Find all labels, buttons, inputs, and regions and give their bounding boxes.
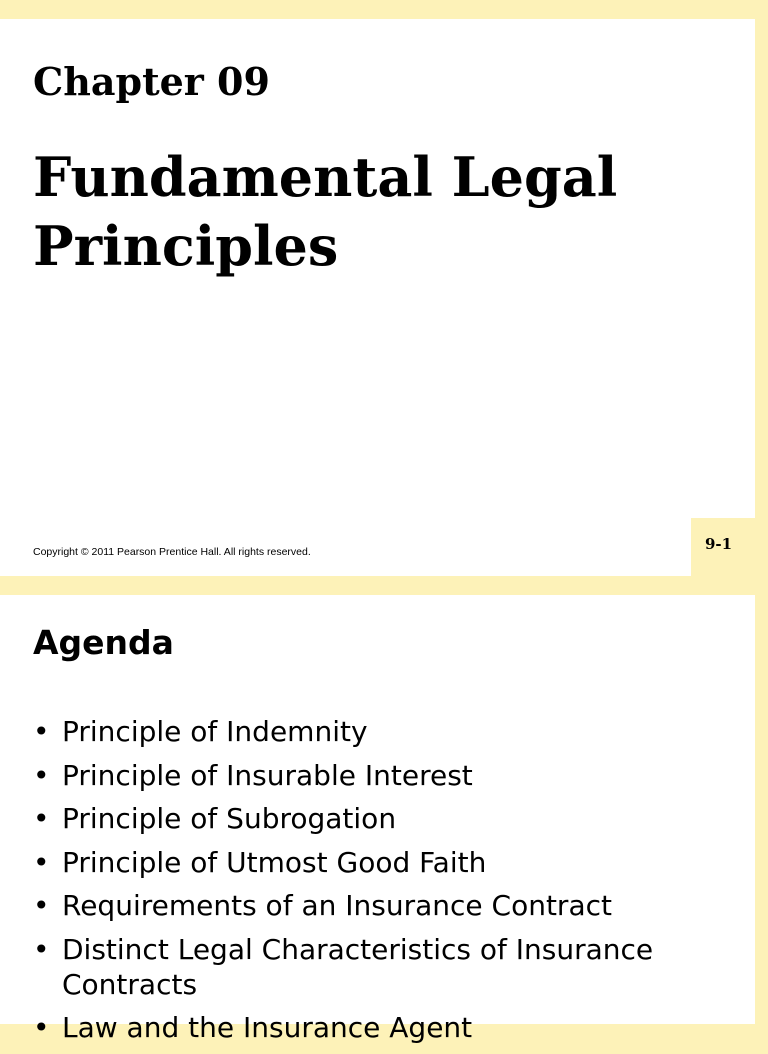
bullet-icon: • [33,845,50,879]
copyright-notice: Copyright © 2011 Pearson Prentice Hall. All rights reserved. [33,546,311,558]
slide-title-line-1: Fundamental Legal [33,145,618,209]
agenda-item [33,801,713,836]
agenda-item-text: Principle of Indemnity [62,715,368,748]
page-number: 9-1 [705,535,733,553]
agenda-item-text: Principle of Subrogation [62,802,397,835]
bullet-icon: • [33,932,50,966]
agenda-item-text: Law and the Insurance Agent [62,1011,473,1044]
bullet-icon: • [33,802,50,835]
agenda-list [33,714,713,1054]
agenda-item [33,888,713,923]
agenda-item [33,845,713,880]
bullet-icon: • [33,758,50,792]
bullet-icon: • [33,1011,50,1044]
slide-chapter-title [0,19,755,576]
slide-title-line-2: Principles [33,214,339,278]
agenda-item [33,932,713,1002]
bullet-icon: • [33,889,50,922]
agenda-item-text: Distinct Legal Characteristics of Insurance Contracts [62,932,654,1001]
slide-title [33,143,617,281]
agenda-heading: Agenda [33,623,174,662]
agenda-item [33,714,713,749]
chapter-label: Chapter 09 [33,59,270,104]
agenda-item [33,758,713,793]
agenda-item [33,1010,713,1045]
agenda-item-text: Requirements of an Insurance Contract [62,889,612,922]
bullet-icon: • [33,715,50,748]
slide-agenda [0,595,755,1044]
agenda-item-text: Principle of Utmost Good Faith [62,845,487,879]
agenda-item-text: Principle of Insurable Interest [62,758,473,792]
